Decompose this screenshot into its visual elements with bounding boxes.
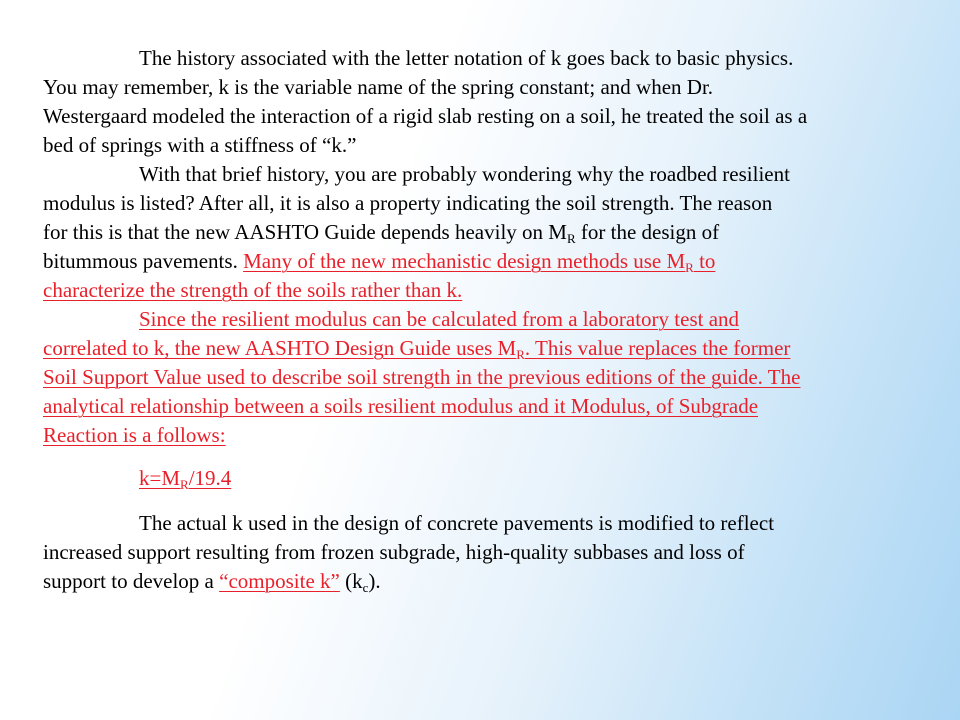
subscript: R [180, 477, 189, 492]
text-line: You may remember, k is the variable name of the spring constant; and when Dr. [43, 75, 714, 99]
emphasis-text [243, 249, 715, 273]
text-line: Westergaard modeled the interaction of a rigid slab resting on a soil, he treated the soil as a [43, 104, 808, 128]
text-span: (k [339, 569, 363, 593]
slide-body [43, 44, 923, 596]
text-line: modulus is listed? After all, it is also a property indicating the soil strength. The reason [43, 191, 773, 215]
text-span: for this is that the new AASHTO Guide depends heavily on M [43, 220, 567, 244]
text-span: ). [368, 569, 381, 593]
text-line: With that brief history, you are probably wondering why the roadbed resilient [139, 162, 790, 186]
subscript: R [566, 231, 576, 246]
emphasis-text [139, 466, 231, 490]
paragraph-resilient-modulus [43, 160, 923, 305]
emphasis-text: characterize the strength of the soils rather than k. [43, 278, 463, 302]
text-line: bed of springs with a stiffness of “k.” [43, 133, 357, 157]
emphasis-text: analytical relationship between a soils resilient modulus and it Modulus, of Subgrade [43, 394, 759, 418]
text-span: support to develop a [43, 569, 220, 593]
paragraph-history [43, 44, 923, 160]
emphasis-text [43, 336, 790, 360]
subscript: R [685, 260, 694, 275]
text-line [43, 421, 923, 450]
text-span: . This value replaces the former [524, 336, 791, 360]
text-line: increased support resulting from frozen subgrade, high-quality subbases and loss of [43, 540, 745, 564]
text-line [43, 363, 923, 392]
emphasis-text: “composite k” [219, 569, 340, 593]
text-line [43, 247, 923, 276]
text-line: The history associated with the letter notation of k goes back to basic physics. [139, 46, 794, 70]
subscript: R [516, 347, 525, 362]
formula [43, 464, 923, 493]
text-span: correlated to k, the new AASHTO Design Guide uses M [43, 336, 517, 360]
spacer [43, 493, 923, 509]
text-span: to [693, 249, 716, 273]
emphasis-text: Reaction is a follows: [43, 423, 226, 447]
emphasis-text: Since the resilient modulus can be calculated from a laboratory test and [139, 307, 740, 331]
emphasis-text: Soil Support Value used to describe soil strength in the previous editions of the guide. The [43, 365, 801, 389]
subscript: c [362, 580, 369, 595]
text-line [43, 392, 923, 421]
text-span: k=M [139, 466, 181, 490]
text-line [43, 305, 923, 334]
text-span: for the design of [575, 220, 720, 244]
text-line [43, 334, 923, 363]
text-line [43, 218, 923, 247]
paragraph-composite-k [43, 509, 923, 596]
text-line [43, 567, 923, 596]
text-span: Many of the new mechanistic design methods use M [243, 249, 686, 273]
text-span: bitummous pavements. [43, 249, 244, 273]
spacer [43, 450, 923, 464]
text-span: /19.4 [188, 466, 232, 490]
text-line [43, 276, 923, 305]
paragraph-aashto-guide [43, 305, 923, 450]
text-line: The actual k used in the design of concrete pavements is modified to reflect [139, 511, 775, 535]
